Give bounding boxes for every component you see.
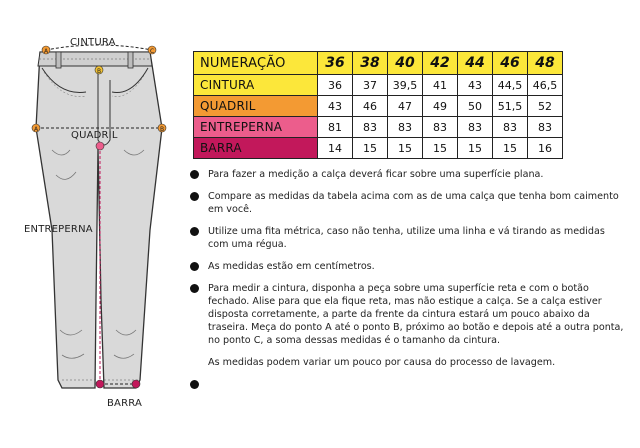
inseam-top-marker — [96, 142, 104, 150]
bullet-dot-icon — [190, 262, 199, 271]
table-cell: 37 — [353, 75, 388, 96]
table-cell: 36 — [318, 75, 353, 96]
row-label-cell: CINTURA — [194, 75, 318, 96]
cintura-label: CINTURA — [70, 37, 116, 48]
table-cell: 15 — [423, 138, 458, 159]
table-cell: 83 — [423, 117, 458, 138]
point-b-letter: B — [97, 68, 102, 75]
hem-right-marker — [132, 380, 140, 388]
instruction-item — [188, 190, 628, 216]
row-label-cell: QUADRIL — [194, 96, 318, 117]
table-cell: 15 — [458, 138, 493, 159]
table-cell: 15 — [353, 138, 388, 159]
table-cell: 46 — [353, 96, 388, 117]
table-cell: 44,5 — [493, 75, 528, 96]
quadril-label: QUADRIL — [71, 130, 118, 141]
size-header-cell: 48 — [528, 52, 563, 75]
table-cell: 16 — [528, 138, 563, 159]
size-header-cell: 44 — [458, 52, 493, 75]
entreperna-label: ENTREPERNA — [24, 224, 93, 235]
table-cell: 83 — [528, 117, 563, 138]
instruction-item — [188, 225, 628, 251]
table-cell: 47 — [388, 96, 423, 117]
instruction-text: As medidas podem variar um pouco por causa do processo de lavagem. — [208, 357, 556, 368]
pants-outline — [36, 52, 165, 388]
table-row — [194, 75, 563, 96]
row-label-cell: BARRA — [194, 138, 318, 159]
table-cell: 14 — [318, 138, 353, 159]
table-cell: 43 — [458, 75, 493, 96]
table-cell: 43 — [318, 96, 353, 117]
instruction-item — [188, 260, 628, 273]
table-row — [194, 138, 563, 159]
instruction-text: Para fazer a medição a calça deverá ficar sobre uma superfície plana. — [208, 169, 544, 180]
size-header-cell: 42 — [423, 52, 458, 75]
instruction-item — [188, 282, 628, 347]
bullet-dot-icon — [190, 284, 199, 293]
instruction-item — [188, 356, 628, 369]
table-cell: 83 — [388, 117, 423, 138]
header-label-cell: NUMERAÇÃO — [194, 52, 318, 75]
size-header-cell: 36 — [318, 52, 353, 75]
table-header-row — [194, 52, 563, 75]
instruction-text: As medidas estão em centímetros. — [208, 261, 375, 272]
table-cell: 52 — [528, 96, 563, 117]
table-row — [194, 96, 563, 117]
bullet-dot-icon — [190, 170, 199, 179]
table-cell: 49 — [423, 96, 458, 117]
table-cell: 81 — [318, 117, 353, 138]
table-cell: 83 — [493, 117, 528, 138]
table-cell: 50 — [458, 96, 493, 117]
size-header-cell: 46 — [493, 52, 528, 75]
bullet-dot-icon — [190, 227, 199, 236]
hip-right-letter: B — [160, 126, 165, 133]
bullet-dot-icon — [190, 192, 199, 201]
table-cell: 39,5 — [388, 75, 423, 96]
instruction-item — [188, 168, 628, 181]
bullet-dot-icon — [190, 380, 199, 389]
table-cell: 15 — [493, 138, 528, 159]
table-cell: 83 — [353, 117, 388, 138]
hip-left-letter: A — [34, 126, 39, 133]
table-row — [194, 117, 563, 138]
table-cell: 46,5 — [528, 75, 563, 96]
row-label-cell: ENTREPERNA — [194, 117, 318, 138]
barra-label: BARRA — [107, 398, 143, 409]
table-cell: 15 — [388, 138, 423, 159]
inseam-bottom-marker — [96, 380, 104, 388]
instruction-text: Para medir a cintura, disponha a peça sobre uma superfície reta e com o botão fechado. Alise para que ela fique reta, mas não estique a calça. Se a calça estiver disposta corretamente, a parte da frente da cintura estará um pouco abaixo da traseira. Meça do ponto A até o ponto B, próximo ao botão e depois até a outra ponta, no ponto C, a soma dessas medidas é o tamanho da cintura. — [208, 283, 624, 346]
size-header-cell: 40 — [388, 52, 423, 75]
size-table — [193, 51, 563, 159]
instruction-text: Utilize uma fita métrica, caso não tenha, utilize uma linha e vá tirando as medidas com uma régua. — [208, 226, 605, 250]
point-a-letter: A — [44, 48, 49, 55]
table-cell: 41 — [423, 75, 458, 96]
instruction-text: Compare as medidas da tabela acima com as de uma calça que tenha bom caimento em você. — [208, 191, 619, 215]
point-c-letter: C — [150, 48, 155, 55]
size-header-cell: 38 — [353, 52, 388, 75]
instructions-list — [188, 168, 628, 378]
table-cell: 83 — [458, 117, 493, 138]
table-cell: 51,5 — [493, 96, 528, 117]
